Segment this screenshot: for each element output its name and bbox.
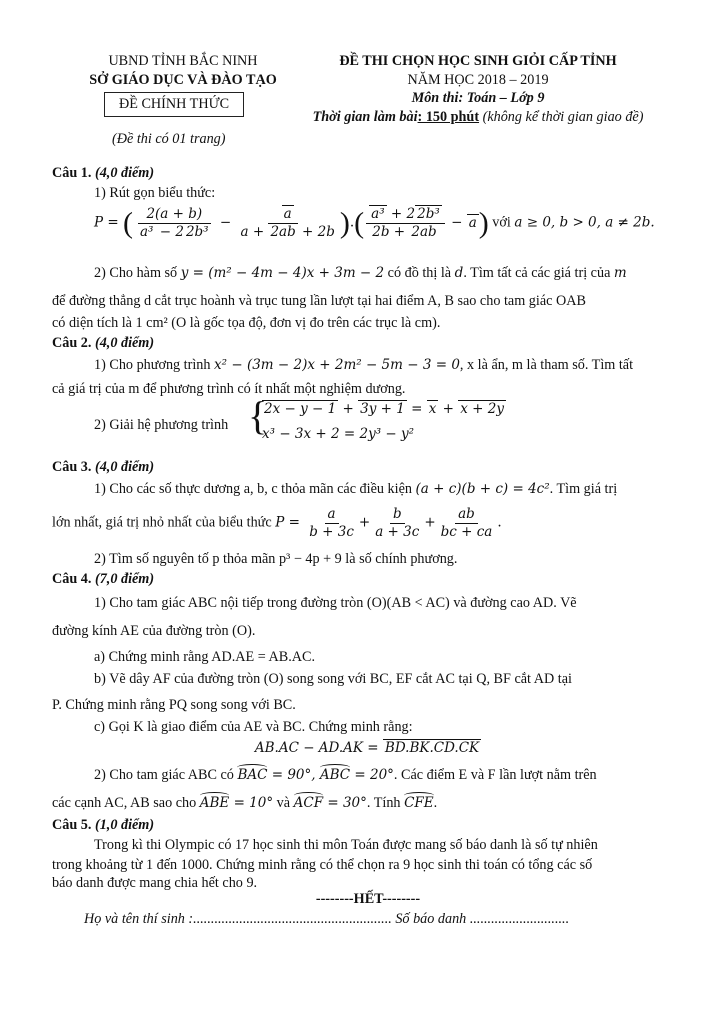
candidate-info: Họ và tên thí sinh :........................................................ Số báo danh ............................ [84, 911, 570, 927]
official-box [104, 92, 244, 117]
q2-system-eq2: x³ − 3x + 2 = 2y³ − y² [262, 426, 415, 442]
q4-heading: Câu 4. (7,0 điểm) [52, 571, 155, 587]
q5-line2: trong khoảng từ 1 đến 1000. Chứng minh rằng có thể chọn ra 9 học sinh thi toán có tổng các số [52, 857, 593, 873]
q4-p2-line2: các cạnh AC, AB sao cho ABE = 10° và ACF = 30°. Tính CFE. [52, 795, 438, 811]
q4-part-a: a) Chứng minh rằng AD.AE = AB.AC. [94, 649, 316, 665]
end-marker: --------HẾT-------- [315, 891, 421, 907]
page-note: (Đề thi có 01 trang) [112, 131, 226, 147]
q5-line1: Trong kì thi Olympic có 17 học sinh thi môn Toán được mang số báo danh là số tự nhiên [94, 837, 598, 853]
time-line: Thời gian làm bài: 150 phút (không kể thời gian giao đề) [312, 109, 644, 126]
header-left [52, 52, 314, 89]
exam-title: ĐỀ THI CHỌN HỌC SINH GIỎI CẤP TỈNH [339, 53, 617, 69]
school-year: NĂM HỌC 2018 – 2019 [407, 71, 549, 88]
q2-p1-line1: 1) Cho phương trình x² − (3m − 2)x + 2m² − 5m − 3 = 0, x là ẩn, m là tham số. Tìm tất [94, 357, 634, 373]
q4-p2-line1: 2) Cho tam giác ABC có BAC = 90°, ABC = 20°. Các điểm E và F lần lượt nằm trên [94, 767, 597, 783]
q3-heading: Câu 3. (4,0 điểm) [52, 459, 155, 475]
q1-p1-intro: 1) Rút gọn biểu thức: [94, 185, 216, 201]
q1-p2-line3: có diện tích là 1 cm² (O là gốc tọa độ, đơn vị đo trên các trục là cm). [52, 315, 441, 331]
q4-part-c-eq: AB.AC − AD.AK = BD.BK.CD.CK [254, 740, 480, 756]
q2-p1-line2: cả giá trị của m để phương trình có ít nhất một nghiệm dương. [52, 381, 406, 397]
q3-p1-line1: 1) Cho các số thực dương a, b, c thỏa mãn các điều kiện (a + c)(b + c) = 4c². Tìm giá trị [94, 481, 618, 497]
q3-p2: 2) Tìm số nguyên tố p thỏa mãn p³ − 4p + 9 là số chính phương. [94, 551, 458, 567]
q1-heading: Câu 1. (4,0 điểm) [52, 165, 155, 181]
q4-part-c: c) Gọi K là giao điểm của AE và BC. Chứng minh rằng: [94, 719, 413, 735]
q2-system: { 2x − y − 1 + 3y + 1 = x + x + 2y x³ − 3x + 2 = 2y³ − y² [248, 396, 506, 446]
q1-expression: P = ( $\frac{2(a + b)}{\text{a³ − 2 2b³}}$ − $\frac{a}{a + 2ab + 2b}$ ).( $\frac{\text{a³ + 2 2b³}}{2b + 2ab}$ − a) với a ≥ 0, b > 0, a ≠ 2b. [94, 206, 655, 240]
subject-line: Môn thi: Toán – Lớp 9 [411, 90, 545, 107]
header-right [292, 52, 664, 127]
q4-p1-line2: đường kính AE của đường tròn (O). [52, 623, 256, 639]
department-name: SỞ GIÁO DỤC VÀ ĐÀO TẠO [89, 71, 277, 88]
official-label: ĐỀ CHÍNH THỨC [104, 92, 244, 117]
q4-p1-line1: 1) Cho tam giác ABC nội tiếp trong đường tròn (O)(AB < AC) và đường cao AD. Vẽ [94, 595, 577, 611]
province-name: UBND TỈNH BẮC NINH [108, 53, 258, 69]
q5-heading: Câu 5. (1,0 điểm) [52, 817, 155, 833]
q2-p2-intro: 2) Giải hệ phương trình [94, 417, 229, 433]
q5-line3: báo danh được mang chia hết cho 9. [52, 875, 258, 891]
q4-part-b-line2: P. Chứng minh rằng PQ song song với BC. [52, 697, 296, 713]
q4-part-b-line1: b) Vẽ dây AF của đường tròn (O) song song với BC, EF cắt AC tại Q, BF cắt AD tại [94, 671, 572, 687]
q3-p1-line2: lớn nhất, giá trị nhỏ nhất của biểu thức P = $\frac{a}{b + 3c}$ + $\frac{b}{a + 3c}$ + $\frac{ab}{bc + ca}$ . [52, 506, 502, 540]
q1-p2-line1: 2) Cho hàm số y = (m² − 4m − 4)x + 3m − 2 có đồ thị là d. Tìm tất cả các giá trị của m [94, 265, 627, 281]
q1-p2-line2: để đường thẳng d cắt trục hoành và trục tung lần lượt tại hai điểm A, B sao cho tam giác OAB [52, 293, 586, 309]
q2-heading: Câu 2. (4,0 điểm) [52, 335, 155, 351]
